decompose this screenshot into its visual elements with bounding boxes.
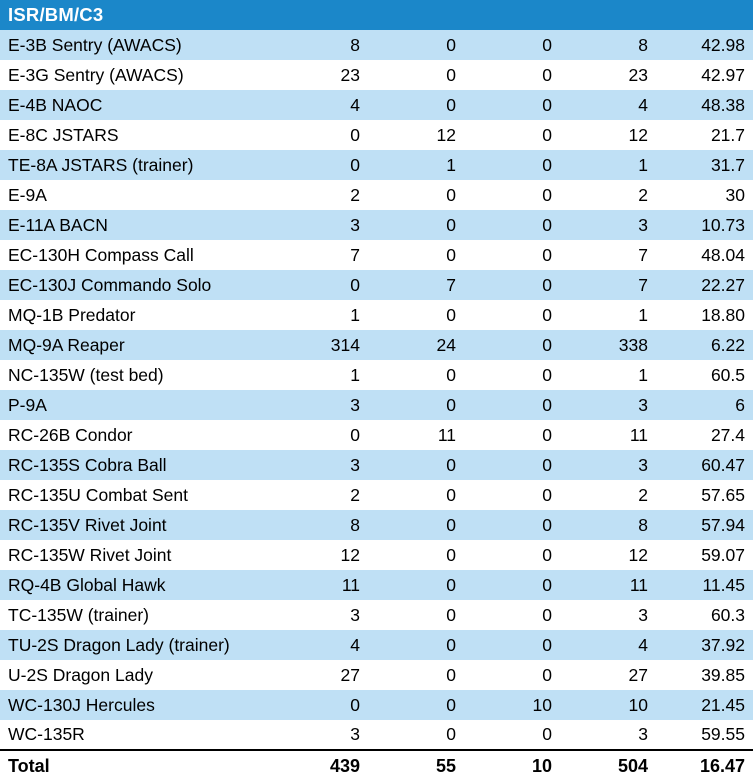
- cell-aircraft-name: RQ-4B Global Hawk: [8, 574, 166, 595]
- cell-guard: 0: [542, 634, 552, 655]
- cell-aircraft-name: WC-135R: [8, 724, 85, 744]
- cell-active: 7: [350, 244, 360, 265]
- cell-total: 27: [628, 664, 648, 685]
- table-row: [0, 270, 753, 300]
- cell-average-age: 30: [725, 184, 745, 205]
- cell-guard: 0: [542, 664, 552, 685]
- cell-active: 27: [340, 664, 360, 685]
- cell-total: 3: [638, 394, 648, 415]
- cell-active: 3: [350, 604, 360, 625]
- cell-average-age: 60.3: [710, 604, 745, 625]
- table-row: [0, 90, 753, 120]
- table-row: [0, 210, 753, 240]
- cell-total: 12: [628, 124, 648, 145]
- cell-average-age: 22.27: [701, 274, 745, 295]
- cell-active: 3: [350, 454, 360, 475]
- cell-guard: 0: [542, 214, 552, 235]
- cell-average-age: 57.94: [701, 514, 745, 535]
- cell-aircraft-name: P-9A: [8, 394, 47, 415]
- table-row: [0, 540, 753, 570]
- cell-average-age: 59.55: [701, 724, 745, 744]
- cell-aircraft-name: TU-2S Dragon Lady (trainer): [8, 634, 230, 655]
- cell-average-age: 11.45: [702, 574, 745, 595]
- cell-total: 12: [628, 544, 648, 565]
- cell-guard: 0: [542, 244, 552, 265]
- total-label: Total: [8, 756, 50, 776]
- cell-active: 0: [350, 124, 360, 145]
- cell-aircraft-name: RC-26B Condor: [8, 424, 133, 445]
- cell-average-age: 10.73: [701, 214, 745, 235]
- cell-guard: 0: [542, 334, 552, 355]
- cell-average-age: 21.45: [701, 694, 745, 715]
- cell-aircraft-name: TC-135W (trainer): [8, 604, 149, 625]
- cell-guard: 10: [532, 694, 552, 715]
- table-row: [0, 150, 753, 180]
- cell-average-age: 60.5: [710, 364, 745, 385]
- table-row: [0, 240, 753, 270]
- section-header-label: ISR/BM/C3: [8, 4, 104, 25]
- section-header-spacer-4: [560, 0, 656, 30]
- section-header-spacer-2: [368, 0, 464, 30]
- cell-reserve: 0: [446, 724, 456, 744]
- cell-aircraft-name: TE-8A JSTARS (trainer): [8, 154, 194, 175]
- cell-average-age: 27.4: [710, 424, 745, 445]
- cell-active: 0: [350, 274, 360, 295]
- cell-reserve: 0: [446, 664, 456, 685]
- cell-active: 1: [350, 304, 360, 325]
- cell-average-age: 57.65: [701, 484, 745, 505]
- cell-average-age: 59.07: [701, 544, 745, 565]
- cell-guard: 0: [542, 574, 552, 595]
- total-total: 504: [617, 756, 648, 776]
- cell-active: 2: [350, 184, 360, 205]
- table-row: [0, 690, 753, 720]
- table-row: [0, 360, 753, 390]
- cell-active: 2: [350, 484, 360, 505]
- cell-reserve: 0: [446, 544, 456, 565]
- cell-total: 1: [638, 304, 648, 325]
- section-header-spacer-5: [656, 0, 753, 30]
- cell-reserve: 0: [446, 574, 456, 595]
- cell-reserve: 7: [446, 274, 456, 295]
- table-row: [0, 390, 753, 420]
- cell-aircraft-name: U-2S Dragon Lady: [8, 664, 153, 685]
- table-row: [0, 30, 753, 60]
- cell-total: 1: [638, 364, 648, 385]
- table-row: [0, 660, 753, 690]
- cell-aircraft-name: WC-130J Hercules: [8, 694, 155, 715]
- cell-aircraft-name: MQ-1B Predator: [8, 304, 136, 325]
- cell-reserve: 0: [446, 184, 456, 205]
- cell-total: 7: [638, 244, 648, 265]
- cell-guard: 0: [542, 424, 552, 445]
- table-row: [0, 630, 753, 660]
- cell-guard: 0: [542, 544, 552, 565]
- cell-reserve: 0: [446, 604, 456, 625]
- cell-active: 0: [350, 694, 360, 715]
- cell-reserve: 0: [446, 454, 456, 475]
- cell-active: 0: [350, 154, 360, 175]
- table-total-row: [0, 750, 753, 780]
- cell-reserve: 0: [446, 634, 456, 655]
- cell-aircraft-name: E-8C JSTARS: [8, 124, 119, 145]
- cell-reserve: 0: [446, 514, 456, 535]
- cell-total: 3: [638, 214, 648, 235]
- cell-aircraft-name: EC-130H Compass Call: [8, 244, 194, 265]
- cell-aircraft-name: E-3B Sentry (AWACS): [8, 34, 182, 55]
- cell-aircraft-name: E-9A: [8, 184, 47, 205]
- cell-average-age: 31.7: [710, 154, 745, 175]
- cell-active: 4: [350, 94, 360, 115]
- cell-reserve: 24: [436, 334, 456, 355]
- cell-active: 23: [340, 64, 360, 85]
- table-row: [0, 120, 753, 150]
- cell-guard: 0: [542, 124, 552, 145]
- total-average-age: 16.47: [699, 756, 745, 776]
- cell-guard: 0: [542, 94, 552, 115]
- cell-reserve: 0: [446, 394, 456, 415]
- cell-active: 3: [350, 394, 360, 415]
- cell-guard: 0: [542, 64, 552, 85]
- cell-guard: 0: [542, 724, 552, 744]
- cell-guard: 0: [542, 604, 552, 625]
- table-row: [0, 570, 753, 600]
- cell-aircraft-name: RC-135V Rivet Joint: [8, 514, 167, 535]
- cell-average-age: 42.97: [701, 64, 745, 85]
- table-row: [0, 600, 753, 630]
- cell-total: 23: [628, 64, 648, 85]
- cell-total: 4: [638, 634, 648, 655]
- cell-guard: 0: [542, 154, 552, 175]
- cell-reserve: 1: [446, 154, 456, 175]
- table-row: [0, 300, 753, 330]
- cell-average-age: 21.7: [710, 124, 745, 145]
- total-guard: 10: [531, 756, 552, 776]
- cell-reserve: 0: [446, 304, 456, 325]
- cell-total: 2: [638, 184, 648, 205]
- cell-reserve: 0: [446, 364, 456, 385]
- cell-average-age: 42.98: [701, 34, 745, 55]
- cell-reserve: 0: [446, 694, 456, 715]
- cell-guard: 0: [542, 394, 552, 415]
- cell-average-age: 6: [735, 394, 745, 415]
- cell-active: 3: [350, 724, 360, 744]
- cell-active: 12: [340, 544, 360, 565]
- cell-aircraft-name: RC-135U Combat Sent: [8, 484, 188, 505]
- cell-active: 1: [350, 364, 360, 385]
- cell-aircraft-name: MQ-9A Reaper: [8, 334, 125, 355]
- cell-guard: 0: [542, 34, 552, 55]
- cell-reserve: 0: [446, 214, 456, 235]
- cell-guard: 0: [542, 274, 552, 295]
- total-reserve: 55: [435, 756, 456, 776]
- cell-aircraft-name: NC-135W (test bed): [8, 364, 164, 385]
- cell-reserve: 11: [437, 424, 456, 445]
- cell-active: 314: [330, 334, 360, 355]
- cell-total: 8: [638, 514, 648, 535]
- cell-average-age: 6.22: [710, 334, 745, 355]
- cell-aircraft-name: RC-135S Cobra Ball: [8, 454, 167, 475]
- cell-active: 4: [350, 634, 360, 655]
- cell-total: 1: [638, 154, 648, 175]
- cell-reserve: 0: [446, 64, 456, 85]
- cell-total: 3: [638, 604, 648, 625]
- cell-aircraft-name: E-3G Sentry (AWACS): [8, 64, 184, 85]
- table-row: [0, 180, 753, 210]
- cell-total: 4: [638, 94, 648, 115]
- cell-guard: 0: [542, 514, 552, 535]
- cell-total: 10: [628, 694, 648, 715]
- table-row: [0, 480, 753, 510]
- table-row: [0, 510, 753, 540]
- cell-total: 3: [638, 454, 648, 475]
- cell-total: 11: [629, 424, 648, 445]
- cell-guard: 0: [542, 454, 552, 475]
- cell-average-age: 37.92: [701, 634, 745, 655]
- cell-reserve: 0: [446, 244, 456, 265]
- cell-active: 0: [350, 424, 360, 445]
- cell-guard: 0: [542, 184, 552, 205]
- cell-guard: 0: [542, 304, 552, 325]
- cell-total: 8: [638, 34, 648, 55]
- cell-average-age: 60.47: [701, 454, 745, 475]
- table-row: [0, 420, 753, 450]
- cell-reserve: 12: [436, 124, 456, 145]
- cell-active: 3: [350, 214, 360, 235]
- cell-average-age: 48.38: [701, 94, 745, 115]
- cell-reserve: 0: [446, 484, 456, 505]
- cell-active: 8: [350, 514, 360, 535]
- section-header-spacer-3: [464, 0, 560, 30]
- cell-total: 338: [618, 334, 648, 355]
- table-row: [0, 720, 753, 750]
- cell-average-age: 48.04: [701, 244, 745, 265]
- cell-reserve: 0: [446, 34, 456, 55]
- table-row: [0, 330, 753, 360]
- table-row: [0, 60, 753, 90]
- cell-total: 7: [638, 274, 648, 295]
- cell-reserve: 0: [446, 94, 456, 115]
- cell-guard: 0: [542, 364, 552, 385]
- table-section-header: [0, 0, 753, 30]
- cell-total: 11: [629, 574, 648, 595]
- cell-total: 2: [638, 484, 648, 505]
- cell-aircraft-name: E-11A BACN: [8, 214, 108, 235]
- cell-active: 8: [350, 34, 360, 55]
- cell-total: 3: [638, 724, 648, 744]
- cell-active: 11: [341, 574, 360, 595]
- cell-average-age: 39.85: [701, 664, 745, 685]
- table-row: [0, 450, 753, 480]
- cell-aircraft-name: RC-135W Rivet Joint: [8, 544, 172, 565]
- total-active: 439: [329, 756, 360, 776]
- cell-aircraft-name: E-4B NAOC: [8, 94, 103, 115]
- cell-average-age: 18.80: [701, 304, 745, 325]
- cell-aircraft-name: EC-130J Commando Solo: [8, 274, 212, 295]
- cell-guard: 0: [542, 484, 552, 505]
- section-header-spacer-1: [272, 0, 368, 30]
